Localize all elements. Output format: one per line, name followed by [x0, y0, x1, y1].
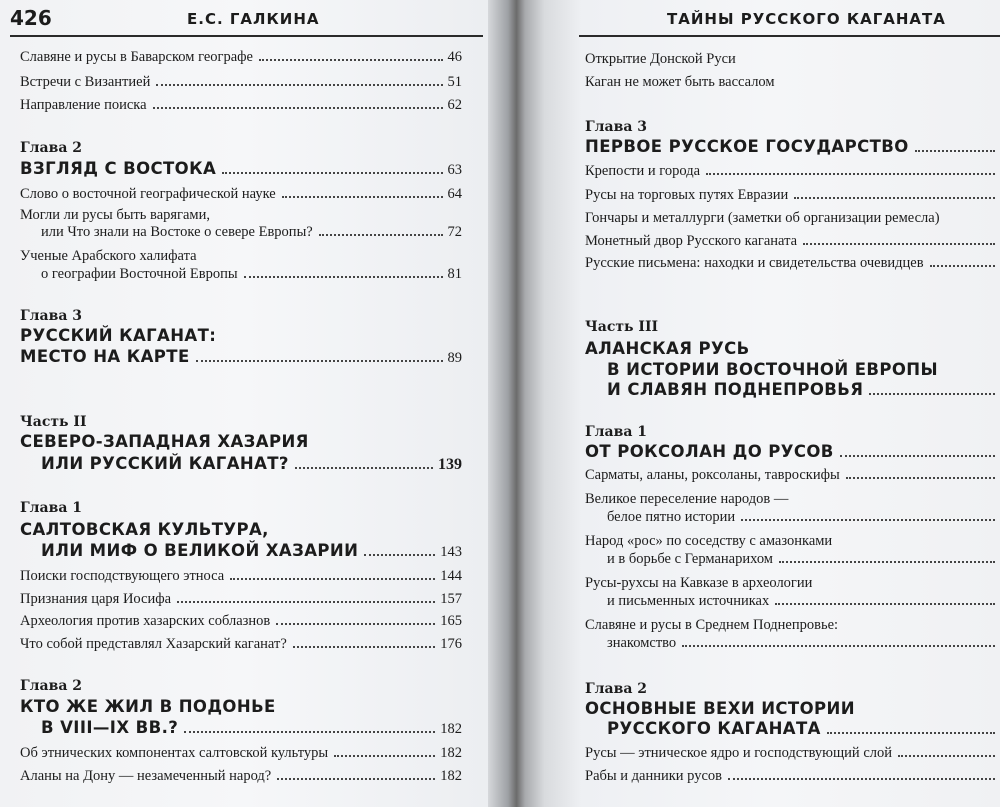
toc-entry-title: Сарматы, аланы, роксоланы, тавроскифы	[585, 467, 840, 483]
toc-entry	[607, 591, 1000, 611]
dot-leader	[794, 197, 995, 199]
dot-leader	[295, 467, 433, 469]
toc-page-number: 182	[440, 745, 462, 761]
chapter-label	[585, 679, 1000, 699]
toc-entry-title: Поиски господствующего этноса	[20, 568, 225, 584]
toc-entry	[585, 185, 1000, 205]
toc-entry-title: Гончары и металлурги (заметки об организации ремесла)	[585, 210, 940, 226]
toc-entry	[20, 520, 462, 540]
toc-entry	[585, 49, 1000, 69]
toc-entry-title: Направление поиска	[20, 97, 147, 113]
dot-leader	[277, 778, 435, 780]
toc-entry	[20, 697, 462, 717]
toc-entry	[585, 615, 1000, 635]
toc-entry-title: ОТ РОКСОЛАН ДО РУСОВ	[585, 442, 834, 461]
toc-page-number: 165	[440, 613, 462, 629]
toc-entry-title: и в борьбе с Германарихом	[607, 551, 773, 567]
toc-entry	[585, 489, 1000, 509]
chapter-label	[20, 498, 462, 518]
toc-entry	[20, 246, 462, 266]
page-number: 426	[10, 6, 52, 30]
chapter-label	[20, 412, 462, 432]
toc-entry	[41, 222, 462, 242]
toc-entry	[607, 719, 1000, 739]
chapter-label	[585, 317, 1000, 337]
header-rule	[10, 35, 483, 37]
toc-entry-title: Глава 1	[585, 424, 648, 440]
toc-entry-title: Могли ли русы быть варягами,	[20, 207, 210, 223]
dot-leader	[682, 645, 995, 647]
toc-entry-title: ВЗГЛЯД С ВОСТОКА	[20, 159, 217, 178]
toc-entry	[20, 634, 462, 654]
toc-entry-title: Славяне и русы в Среднем Поднепровье:	[585, 617, 839, 633]
toc-entry	[585, 573, 1000, 593]
toc-entry	[585, 465, 1000, 485]
dot-leader	[846, 477, 995, 479]
toc-entry	[20, 326, 462, 346]
dot-leader	[364, 554, 435, 556]
toc-entry-title: РУССКИЙ КАГАНАТ:	[20, 326, 217, 345]
toc-entry	[20, 184, 462, 204]
toc-entry-title: Народ «рос» по соседству с амазонками	[585, 533, 833, 549]
toc-entry-title: Русы-рухсы на Кавказе в археологии	[585, 575, 813, 591]
toc-page-number: 176	[440, 636, 462, 652]
toc-page-number: 62	[447, 97, 462, 113]
toc-entry	[20, 743, 462, 763]
dot-leader	[869, 393, 995, 395]
chapter-label	[585, 422, 1000, 442]
dot-leader	[775, 603, 995, 605]
right-page	[545, 0, 1000, 807]
dot-leader	[741, 519, 995, 521]
toc-entry	[20, 766, 462, 786]
toc-entry-title: Глава 2	[20, 140, 83, 156]
toc-entry-title: Признания царя Иосифа	[20, 591, 172, 607]
dot-leader	[230, 578, 435, 580]
chapter-label	[585, 117, 1000, 137]
dot-leader	[293, 646, 435, 648]
toc-entry	[585, 531, 1000, 551]
running-head-author: Е.С. ГАЛКИНА	[187, 10, 320, 28]
dot-leader	[840, 455, 995, 457]
toc-entry	[20, 159, 462, 179]
dot-leader	[930, 265, 995, 267]
toc-entry-title: ПЕРВОЕ РУССКОЕ ГОСУДАРСТВО	[585, 137, 909, 156]
toc-entry	[585, 72, 1000, 92]
toc-entry-title: Глава 3	[20, 308, 83, 324]
toc-entry-title: Монетный двор Русского каганата	[585, 233, 798, 249]
toc-entry	[607, 507, 1000, 527]
toc-entry-title: МЕСТО НА КАРТЕ	[20, 347, 190, 366]
dot-leader	[282, 196, 443, 198]
toc-entry	[607, 633, 1000, 653]
toc-page-number: 182	[440, 768, 462, 784]
dot-leader	[276, 623, 435, 625]
toc-entry	[20, 72, 462, 92]
toc-page-number: 157	[440, 591, 462, 607]
chapter-label	[20, 306, 462, 326]
toc-entry-title: Великое переселение народов —	[585, 491, 789, 507]
dot-leader	[196, 360, 443, 362]
toc-entry-title: Об этнических компонентах салтовской культуры	[20, 745, 329, 761]
dot-leader	[153, 107, 443, 109]
dot-leader	[728, 778, 995, 780]
toc-entry-title: Ученые Арабского халифата	[20, 248, 197, 264]
toc-entry-title: Русы — этническое ядро и господствующий слой	[585, 745, 892, 761]
dot-leader	[184, 731, 435, 733]
toc-entry	[41, 454, 462, 474]
toc-entry-title: И СЛАВЯН ПОДНЕПРОВЬЯ	[607, 380, 864, 399]
toc-page-number: 144	[440, 568, 462, 584]
toc-entry-title: о географии Восточной Европы	[41, 266, 238, 282]
toc-page-number: 46	[447, 49, 462, 65]
toc-entry	[607, 360, 1000, 380]
toc-entry	[20, 47, 462, 67]
toc-entry-title: ИЛИ МИФ О ВЕЛИКОЙ ХАЗАРИИ	[41, 541, 359, 560]
toc-entry	[585, 339, 1000, 359]
toc-entry-title: Глава 2	[20, 678, 83, 694]
left-page	[0, 0, 488, 807]
toc-entry	[20, 95, 462, 115]
toc-page-number: 64	[447, 186, 462, 202]
toc-entry-title: Археология против хазарских соблазнов	[20, 613, 271, 629]
toc-entry	[585, 743, 1000, 763]
toc-page-number: 89	[447, 350, 462, 366]
toc-entry-title: Славяне и русы в Баварском географе	[20, 49, 253, 65]
dot-leader	[156, 84, 442, 86]
toc-entry-title: Встречи с Византией	[20, 74, 151, 90]
toc-entry	[20, 566, 462, 586]
book-gutter	[488, 0, 545, 807]
toc-entry-title: белое пятно истории	[607, 509, 736, 525]
toc-entry-title: Слово о восточной географической науке	[20, 186, 276, 202]
header-rule	[579, 35, 1000, 37]
running-head-title: ТАЙНЫ РУССКОГО КАГАНАТА	[667, 10, 946, 28]
dot-leader	[827, 732, 995, 734]
toc-entry-title: Открытие Донской Руси	[585, 51, 736, 67]
toc-entry-title: РУССКОГО КАГАНАТА	[607, 719, 821, 738]
toc-entry	[585, 253, 1000, 273]
left-page-header	[0, 0, 488, 38]
toc-entry	[20, 432, 462, 452]
toc-entry-title: и письменных источниках	[607, 593, 770, 609]
toc-entry	[607, 380, 1000, 400]
toc-entry	[585, 442, 1000, 462]
dot-leader	[334, 755, 435, 757]
dot-leader	[222, 172, 442, 174]
dot-leader	[319, 234, 443, 236]
toc-entry-title: Крепости и города	[585, 163, 701, 179]
toc-entry-title: Каган не может быть вассалом	[585, 74, 775, 90]
toc-entry-title: Глава 3	[585, 119, 648, 135]
toc-entry-title: СЕВЕРО-ЗАПАДНАЯ ХАЗАРИЯ	[20, 432, 309, 451]
toc-page-number: 51	[447, 74, 462, 90]
toc-entry-title: знакомство	[607, 635, 677, 651]
toc-entry-title: ОСНОВНЫЕ ВЕХИ ИСТОРИИ	[585, 699, 855, 718]
toc-entry-title: Часть II	[20, 414, 87, 430]
toc-entry	[585, 231, 1000, 251]
toc-entry	[585, 137, 1000, 157]
toc-entry	[585, 208, 1000, 228]
toc-entry-title: ИЛИ РУССКИЙ КАГАНАТ?	[41, 454, 289, 473]
toc-entry-title: КТО ЖЕ ЖИЛ В ПОДОНЬЕ	[20, 697, 276, 716]
dot-leader	[898, 755, 995, 757]
toc-entry-title: Рабы и данники русов	[585, 768, 722, 784]
toc-page-number: 143	[440, 544, 462, 560]
right-page-header	[545, 0, 1000, 38]
dot-leader	[915, 150, 995, 152]
toc-entry	[585, 699, 1000, 719]
toc-entry-title: САЛТОВСКАЯ КУЛЬТУРА,	[20, 520, 269, 539]
dot-leader	[779, 561, 995, 563]
toc-entry-title: Глава 2	[585, 681, 648, 697]
toc-entry	[585, 766, 1000, 786]
dot-leader	[706, 173, 995, 175]
toc-entry	[41, 264, 462, 284]
toc-entry-title: В VIII—IX ВВ.?	[41, 718, 179, 737]
toc-entry-title: В ИСТОРИИ ВОСТОЧНОЙ ЕВРОПЫ	[607, 360, 938, 379]
chapter-label	[20, 138, 462, 158]
toc-entry-title: или Что знали на Востоке о севере Европы?	[41, 224, 313, 240]
dot-leader	[259, 59, 443, 61]
dot-leader	[803, 243, 995, 245]
toc-entry-title: Что собой представлял Хазарский каганат?	[20, 636, 287, 652]
toc-entry	[607, 549, 1000, 569]
toc-entry	[20, 347, 462, 367]
toc-page-number: 182	[440, 721, 462, 737]
toc-entry	[41, 718, 462, 738]
toc-entry	[20, 589, 462, 609]
toc-page-number: 72	[447, 224, 462, 240]
toc-entry	[585, 161, 1000, 181]
toc-entry-title: АЛАНСКАЯ РУСЬ	[585, 339, 750, 358]
toc-page-number: 63	[447, 162, 462, 178]
toc-entry-title: Аланы на Дону — незамеченный народ?	[20, 768, 272, 784]
toc-entry-title: Русы на торговых путях Евразии	[585, 187, 789, 203]
toc-entry-title: Русские письмена: находки и свидетельства очевидцев	[585, 255, 924, 271]
toc-entry-title: Глава 1	[20, 500, 83, 516]
toc-page-number: 81	[447, 266, 462, 282]
dot-leader	[244, 276, 443, 278]
toc-entry	[20, 611, 462, 631]
toc-entry-title: Часть III	[585, 319, 659, 335]
toc-page-number: 139	[438, 456, 462, 473]
chapter-label	[20, 676, 462, 696]
dot-leader	[177, 601, 435, 603]
toc-entry	[41, 541, 462, 561]
